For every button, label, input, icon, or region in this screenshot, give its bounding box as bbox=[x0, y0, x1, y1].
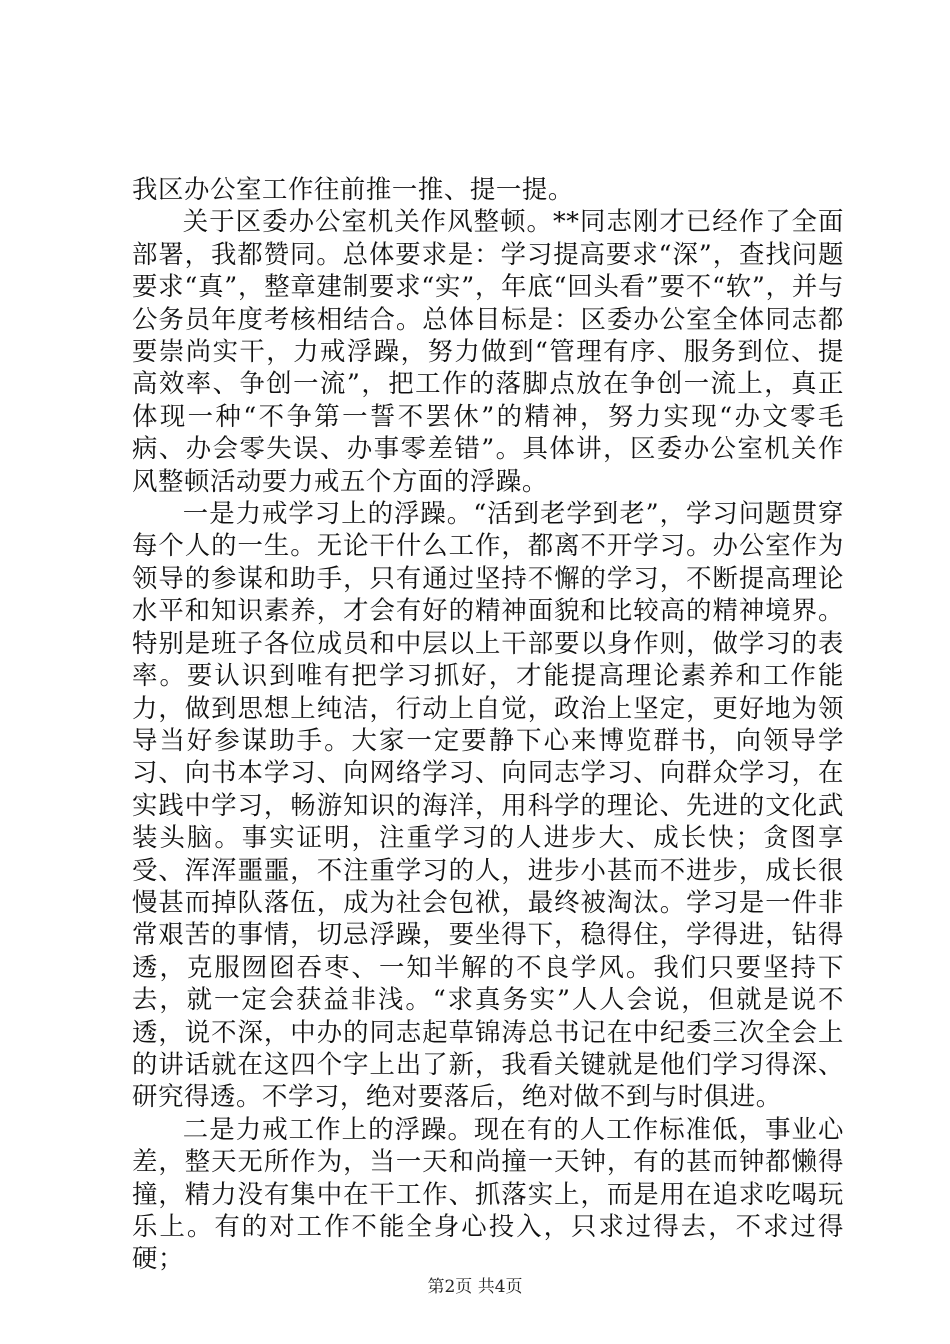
paragraph-continuation: 我区办公室工作往前推一推、提一提。 bbox=[132, 174, 574, 204]
paragraph-study-impetuosity: 一是力戒学习上的浮躁。“活到老学到老”，学习问题贯穿每个人的一生。无论干什么工作，都离不开学习。办公室作为领导的参谋和助手，只有通过坚持不懈的学习，不断提高理论水平和知识素养，才会有好的精神面貌和比较高的精神境界。特别是班子各位成员和中层以上干部要以身作则，做学习的表率。要认识到唯有把学习抓好，才能提高理论素养和工作能力，做到思想上纯洁，行动上自觉，政治上坚定，更好地为领导当好参谋助手。大家一定要静下心来博览群书，向领导学习、向书本学习、向网络学习、向同志学习、向群众学习，在实践中学习，畅游知识的海洋，用科学的理论、先进的文化武装头脑。事实证明，注重学习的人进步大、成长快；贪图享受、浑浑噩噩，不注重学习的人，进步小甚而不进步，成长很慢甚而掉队落伍，成为社会包袱，最终被淘汰。学习是一件非常艰苦的事情，切忌浮躁，要坐得下，稳得住，学得进，钻得透，克服囫囵吞枣、一知半解的不良学风。我们只要坚持下去，就一定会获益非浅。“求真务实”人人会说，但就是说不透，说不深，中办的同志起草锦涛总书记在中纪委三次全会上的讲话就在这四个字上出了新，我看关键就是他们学习得深、研究得透。不学习，绝对要落后，绝对做不到与时俱进。 bbox=[132, 498, 844, 1112]
document-body bbox=[132, 173, 844, 1275]
paragraph-style-rectification: 关于区委办公室机关作风整顿。**同志刚才已经作了全面部署，我都赞同。总体要求是：学习提高要求“深”，查找问题要求“真”，整章建制要求“实”，年底“回头看”要不“软”，并与公务员年度考核相结合。总体目标是：区委办公室全体同志都要崇尚实干，力戒浮躁，努力做到“管理有序、服务到位、提高效率、争创一流”，把工作的落脚点放在争创一流上，真正体现一种“不争第一誓不罢休”的精神，努力实现“办文零毛病、办会零失误、办事零差错”。具体讲，区委办公室机关作风整顿活动要力戒五个方面的浮躁。 bbox=[132, 206, 844, 496]
page-number-footer: 第2页 共4页 bbox=[427, 1277, 523, 1297]
paragraph-work-impetuosity: 二是力戒工作上的浮躁。现在有的人工作标准低，事业心差，整天无所作为，当一天和尚撞一天钟，有的甚而钟都懒得撞，精力没有集中在干工作、抓落实上，而是用在追求吃喝玩乐上。有的对工作不能全身心投入，只求过得去，不求过得硬； bbox=[132, 1113, 844, 1274]
